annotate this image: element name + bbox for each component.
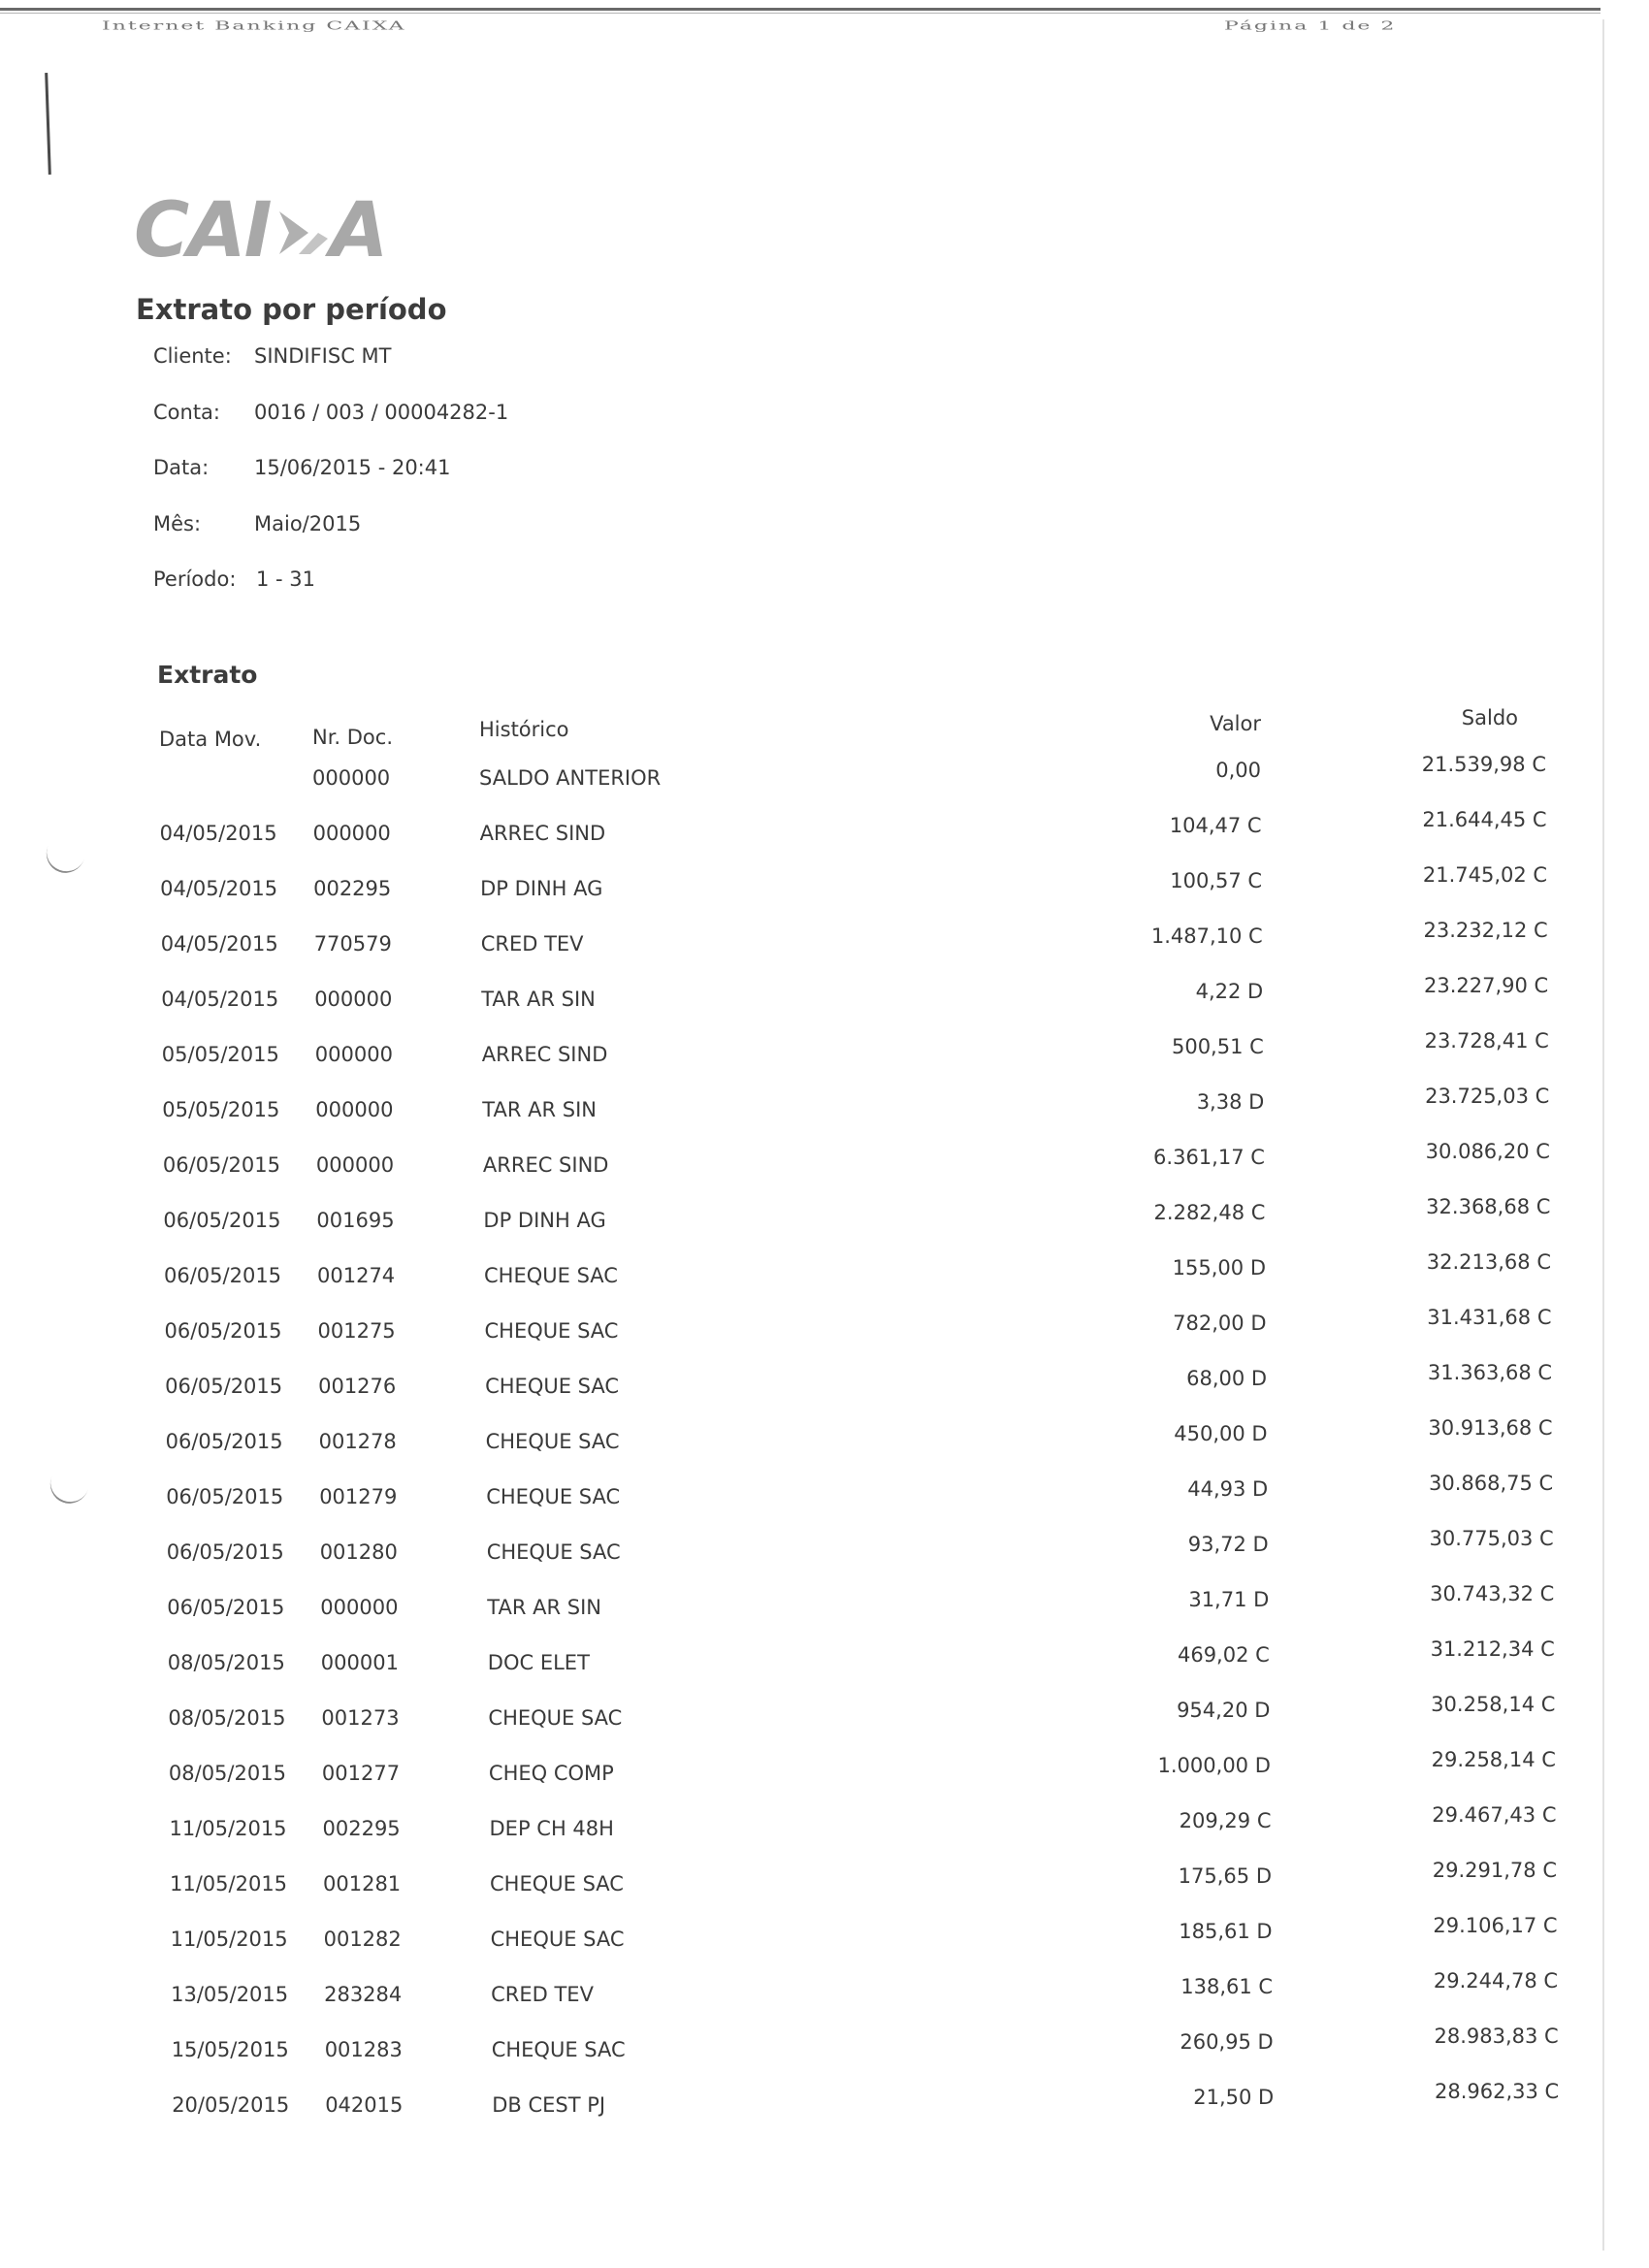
info-value: SINDIFISC MT xyxy=(254,344,392,368)
cell-hist: DB CEST PJ xyxy=(492,2093,606,2117)
cell-hist: CHEQUE SAC xyxy=(485,1430,620,1453)
cell-valor: 31,71 D xyxy=(1188,1588,1270,1611)
cell-saldo: 32.368,68 C xyxy=(1426,1195,1551,1218)
cell-saldo: 29.467,43 C xyxy=(1432,1803,1557,1827)
table-row xyxy=(168,2080,1560,2149)
info-value: 1 - 31 xyxy=(256,567,316,591)
cell-saldo: 28.962,33 C xyxy=(1434,2080,1560,2103)
info-label: Mês: xyxy=(153,511,202,535)
page-right-edge xyxy=(1602,19,1604,2251)
cell-hist: TAR AR SIN xyxy=(481,988,596,1011)
caixa-logo xyxy=(134,190,425,268)
cell-doc: 000000 xyxy=(314,988,393,1011)
cell-doc: 001275 xyxy=(317,1319,396,1343)
cell-doc: 001280 xyxy=(319,1540,398,1564)
cell-valor: 260,95 D xyxy=(1180,2030,1274,2054)
cell-doc: 001279 xyxy=(319,1485,398,1508)
cell-hist: TAR AR SIN xyxy=(482,1098,598,1121)
cell-hist: DEP CH 48H xyxy=(489,1817,614,1840)
cell-date: 11/05/2015 xyxy=(170,1928,288,1951)
cell-hist: DP DINH AG xyxy=(483,1209,606,1232)
cell-saldo: 30.775,03 C xyxy=(1429,1527,1554,1550)
cell-date: 04/05/2015 xyxy=(161,988,279,1011)
cell-valor: 4,22 D xyxy=(1195,980,1264,1003)
punch-hole-mark xyxy=(41,826,91,878)
cell-hist: CHEQUE SAC xyxy=(488,1706,623,1730)
cell-saldo: 30.086,20 C xyxy=(1425,1140,1550,1163)
cell-saldo: 29.106,17 C xyxy=(1433,1914,1558,1937)
punch-hole-mark xyxy=(45,1457,95,1508)
info-label: Cliente: xyxy=(153,344,232,368)
cell-date: 06/05/2015 xyxy=(165,1375,283,1398)
cell-date: 05/05/2015 xyxy=(162,1098,280,1121)
cell-valor: 185,61 D xyxy=(1179,1920,1273,1943)
cell-hist: CHEQUE SAC xyxy=(484,1319,619,1343)
statement-table xyxy=(155,706,1560,2149)
info-label: Período: xyxy=(153,567,237,591)
cell-doc: 000000 xyxy=(312,822,391,845)
cell-saldo: 31.431,68 C xyxy=(1427,1306,1552,1329)
cell-hist: DOC ELET xyxy=(487,1651,590,1674)
info-label: Data: xyxy=(153,456,210,479)
cell-hist: CHEQUE SAC xyxy=(490,1872,624,1895)
cell-saldo: 30.258,14 C xyxy=(1431,1693,1556,1716)
cell-valor: 209,29 C xyxy=(1179,1809,1272,1832)
cell-valor: 450,00 D xyxy=(1174,1422,1268,1445)
cell-doc: 001277 xyxy=(321,1762,401,1785)
cell-hist: CHEQUE SAC xyxy=(490,1928,625,1951)
page-top-edge-shadow xyxy=(0,13,1600,14)
cell-doc: 002295 xyxy=(313,877,392,900)
cell-valor: 155,00 D xyxy=(1172,1256,1266,1280)
cell-doc: 000000 xyxy=(312,766,391,790)
cell-date: 06/05/2015 xyxy=(164,1264,282,1287)
cell-valor: 138,61 C xyxy=(1180,1975,1274,1998)
cell-hist: ARREC SIND xyxy=(482,1153,609,1177)
cell-saldo: 29.291,78 C xyxy=(1432,1859,1557,1882)
cell-doc: 001281 xyxy=(323,1872,402,1895)
print-header-right: Página 1 de 2 xyxy=(1224,19,1397,33)
cell-saldo: 23.728,41 C xyxy=(1424,1029,1549,1053)
cell-valor: 100,57 C xyxy=(1170,869,1263,892)
cell-doc: 000001 xyxy=(320,1651,399,1674)
info-label: Conta: xyxy=(153,400,220,424)
cell-hist: CHEQUE SAC xyxy=(491,2038,626,2061)
cell-doc: 001276 xyxy=(318,1375,397,1398)
cell-valor: 6.361,17 C xyxy=(1153,1146,1265,1169)
cell-valor: 93,72 D xyxy=(1187,1533,1269,1556)
cell-doc: 042015 xyxy=(325,2093,404,2117)
info-value: Maio/2015 xyxy=(254,511,362,535)
cell-doc: 001282 xyxy=(323,1928,402,1951)
cell-doc: 000000 xyxy=(320,1596,399,1619)
cell-valor: 0,00 xyxy=(1215,759,1261,782)
cell-hist: CHEQUE SAC xyxy=(484,1264,618,1287)
cell-saldo: 30.743,32 C xyxy=(1430,1582,1555,1605)
cell-date: 15/05/2015 xyxy=(171,2038,289,2061)
cell-saldo: 23.232,12 C xyxy=(1423,919,1548,942)
col-header-valor: Valor xyxy=(1210,712,1261,735)
page-top-edge xyxy=(0,8,1600,11)
cell-date: 08/05/2015 xyxy=(168,1762,286,1785)
cell-doc: 283284 xyxy=(324,1983,403,2006)
cell-valor: 3,38 D xyxy=(1196,1090,1265,1114)
cell-valor: 1.487,10 C xyxy=(1150,924,1263,948)
cell-saldo: 23.227,90 C xyxy=(1423,974,1549,997)
cell-date: 04/05/2015 xyxy=(159,822,277,845)
cell-saldo: 31.363,68 C xyxy=(1427,1361,1553,1384)
cell-date: 08/05/2015 xyxy=(167,1651,285,1674)
cell-valor: 175,65 D xyxy=(1178,1864,1272,1888)
cell-date: 05/05/2015 xyxy=(161,1043,279,1066)
cell-saldo: 21.745,02 C xyxy=(1422,863,1548,887)
cell-valor: 782,00 D xyxy=(1173,1312,1267,1335)
page-title: Extrato por período xyxy=(136,293,447,326)
cell-saldo: 32.213,68 C xyxy=(1426,1250,1551,1274)
cell-valor: 954,20 D xyxy=(1177,1699,1271,1722)
cell-doc: 002295 xyxy=(322,1817,401,1840)
cell-date: 06/05/2015 xyxy=(164,1319,282,1343)
cell-saldo: 29.258,14 C xyxy=(1431,1748,1556,1771)
cell-valor: 469,02 C xyxy=(1177,1643,1270,1667)
cell-doc: 001278 xyxy=(318,1430,397,1453)
cell-date: 04/05/2015 xyxy=(160,932,278,956)
col-header-date: Data Mov. xyxy=(159,728,262,751)
info-value: 15/06/2015 - 20:41 xyxy=(254,456,451,479)
cell-date: 06/05/2015 xyxy=(162,1153,280,1177)
cell-hist: TAR AR SIN xyxy=(487,1596,602,1619)
cell-valor: 21,50 D xyxy=(1193,2086,1275,2109)
cell-hist: ARREC SIND xyxy=(481,1043,608,1066)
table-body xyxy=(155,753,1560,2149)
cell-date: 04/05/2015 xyxy=(160,877,278,900)
section-title: Extrato xyxy=(157,661,258,689)
cell-doc: 001695 xyxy=(316,1209,395,1232)
cell-saldo: 28.983,83 C xyxy=(1434,2025,1559,2048)
cell-hist: CHEQ COMP xyxy=(488,1762,614,1785)
cell-date: 06/05/2015 xyxy=(166,1540,284,1564)
cell-hist: CRED TEV xyxy=(480,932,584,956)
cell-saldo: 21.644,45 C xyxy=(1422,808,1547,831)
cell-doc: 001274 xyxy=(317,1264,396,1287)
cell-valor: 500,51 C xyxy=(1171,1035,1264,1058)
info-value: 0016 / 003 / 00004282-1 xyxy=(254,400,509,424)
svg-text:A: A xyxy=(330,190,389,268)
cell-date: 06/05/2015 xyxy=(165,1430,283,1453)
cell-doc: 000000 xyxy=(314,1043,393,1066)
cell-saldo: 29.244,78 C xyxy=(1433,1969,1559,1993)
print-header-left: Internet Banking CAIXA xyxy=(102,19,406,33)
cell-date: 06/05/2015 xyxy=(166,1485,284,1508)
table-header xyxy=(155,706,1518,766)
cell-doc: 000000 xyxy=(315,1153,395,1177)
cell-saldo: 30.913,68 C xyxy=(1428,1416,1553,1440)
col-header-saldo: Saldo xyxy=(1461,706,1518,729)
cell-saldo: 21.539,98 C xyxy=(1421,753,1546,776)
cell-doc: 001273 xyxy=(321,1706,400,1730)
cell-doc: 770579 xyxy=(313,932,392,956)
col-header-doc: Nr. Doc. xyxy=(312,726,394,749)
cell-doc: 001283 xyxy=(324,2038,403,2061)
cell-valor: 1.000,00 D xyxy=(1157,1754,1271,1777)
cell-date: 06/05/2015 xyxy=(167,1596,285,1619)
cell-valor: 44,93 D xyxy=(1187,1477,1269,1501)
cell-hist: CRED TEV xyxy=(491,1983,594,2006)
cell-saldo: 31.212,34 C xyxy=(1430,1637,1555,1661)
scan-margin-mark xyxy=(45,73,51,175)
cell-hist: ARREC SIND xyxy=(479,822,606,845)
cell-date: 11/05/2015 xyxy=(169,1817,287,1840)
svg-text:CAI: CAI xyxy=(134,190,271,268)
cell-saldo: 23.725,03 C xyxy=(1425,1085,1550,1108)
cell-date: 20/05/2015 xyxy=(172,2093,290,2117)
col-header-hist: Histórico xyxy=(479,718,569,741)
cell-date: 08/05/2015 xyxy=(168,1706,286,1730)
cell-saldo: 30.868,75 C xyxy=(1428,1472,1554,1495)
cell-hist: CHEQUE SAC xyxy=(485,1375,620,1398)
cell-date: 11/05/2015 xyxy=(170,1872,288,1895)
cell-hist: SALDO ANTERIOR xyxy=(479,766,662,790)
cell-date: 13/05/2015 xyxy=(171,1983,289,2006)
cell-valor: 2.282,48 C xyxy=(1153,1201,1266,1224)
cell-hist: CHEQUE SAC xyxy=(486,1540,621,1564)
cell-hist: DP DINH AG xyxy=(480,877,603,900)
cell-doc: 000000 xyxy=(315,1098,394,1121)
cell-date: 06/05/2015 xyxy=(163,1209,281,1232)
cell-valor: 104,47 C xyxy=(1169,814,1262,837)
cell-valor: 68,00 D xyxy=(1186,1367,1268,1390)
cell-hist: CHEQUE SAC xyxy=(486,1485,621,1508)
